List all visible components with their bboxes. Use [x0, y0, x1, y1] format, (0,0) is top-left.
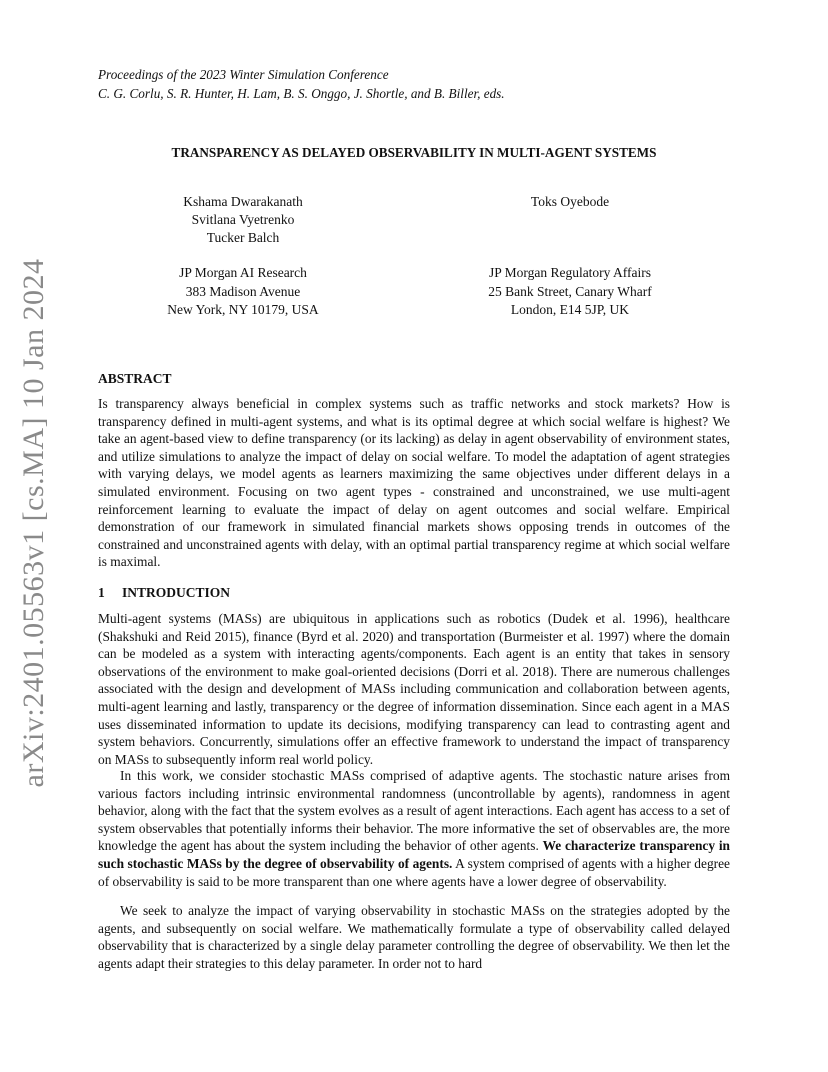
arxiv-identifier: arXiv:2401.05563v1 [cs.MA] 10 Jan 2024 — [17, 258, 50, 787]
section-number: 1 — [98, 585, 105, 600]
proceedings-line: Proceedings of the 2023 Winter Simulation Conference — [98, 67, 389, 82]
abstract-body: Is transparency always beneficial in complex systems such as traffic networks and stock markets? How is transparency defined in multi-agent systems, and what is its optimal degree at which social welfare is highest? We take an agent-based view to define transparency (or its lacking) as delay in agent observability of environment states, and utilize simulations to analyze the impact of delay on social welfare. To model the adaptation of agent strategies with varying delays, we model agents as learners maximizing the same objectives under different delays in a simulated environment. Focusing on two agent types - constrained and unconstrained, we use multi-agent reinforcement learning to evaluate the impact of delay on agent outcomes and social welfare. Empirical demonstration of our framework in simulated financial markets shows opposing trends in outcomes of the constrained and unconstrained agents with delay, with an optimal partial transparency regime at which social welfare is maximal. — [98, 396, 730, 570]
emphasized-claim: We characterize transparency in such stochastic MASs by the degree of observability of agents. — [98, 838, 730, 871]
author-name: Tucker Balch — [206, 230, 280, 245]
section-heading-introduction — [98, 585, 230, 601]
affiliation-right — [470, 264, 670, 320]
proceedings-header — [98, 65, 505, 103]
author-name: Svitlana Vyetrenko — [191, 212, 295, 227]
authors-left — [143, 193, 343, 247]
affiliation-line: New York, NY 10179, USA — [167, 302, 319, 317]
affiliation-line: 25 Bank Street, Canary Wharf — [488, 283, 652, 299]
introduction-paragraph-1: Multi-agent systems (MASs) are ubiquitous in applications such as robotics (Dudek et al. 1996), healthcare (Shakshuki and Reid 2015), finance (Byrd et al. 2020) and transportation (Burmeister et al. 1997) where the domain can be modeled as a system with interacting agents/components. Each agent is an entity that takes in sensory observations of the environment to make goal-oriented decisions (Dorri et al. 2018). There are numerous challenges associated with the design and development of MASs including communication and collaboration between agents, multi-agent learning and lastly, transparency or the degree of information dissemination. Since each agent in a MAS uses disseminated information to update its decisions, modifying transparency can lead to contrasting agent and system behaviors. Concurrently, simulations offer an effective framework to understand the impact of transparency on MASs to subsequently inform real world policy. — [98, 611, 730, 767]
author-name: Kshama Dwarakanath — [183, 194, 303, 209]
authors-right — [470, 193, 670, 211]
affiliation-left — [143, 264, 343, 320]
affiliation-line: JP Morgan Regulatory Affairs — [488, 265, 652, 280]
abstract-heading: ABSTRACT — [98, 371, 172, 386]
introduction-paragraph-3: We seek to analyze the impact of varying observability in stochastic MASs on the strategies adopted by the agents, and subsequently on social welfare. We mathematically formulate a type of observability called delayed observability that is characterized by a single delay parameter controlling the degree of observability. We then let the agents adapt their strategies to this delay parameter. In order not to hard — [98, 903, 730, 971]
editors-line: C. G. Corlu, S. R. Hunter, H. Lam, B. S. Onggo, J. Shortle, and B. Biller, eds. — [98, 86, 505, 101]
paragraph-text: A system comprised of agents with a higher degree of observability is said to be more transparent than one where agents have a lower degree of observability. — [98, 855, 730, 889]
arxiv-sidebar — [14, 258, 54, 787]
section-title: INTRODUCTION — [122, 585, 231, 600]
introduction-paragraph-2 — [98, 767, 730, 890]
author-name: Toks Oyebode — [530, 194, 610, 209]
affiliation-line: JP Morgan AI Research — [179, 265, 307, 280]
paragraph-text: In this work, we consider stochastic MASs comprised of adaptive agents. The stochastic nature arises from various factors including intrinsic environmental randomness (uncontrollable by agents), randomness in agent behavior, along with the fact that the system evolves as a result of agent interactions. Each agent has access to a set of system observables that potentially informs their behavior. The more informative the set of observables are, the more knowledge the agent has about the system including the behavior of other agents. — [98, 768, 730, 854]
paper-title: TRANSPARENCY AS DELAYED OBSERVABILITY IN MULTI-AGENT SYSTEMS — [171, 145, 657, 160]
affiliation-line: 383 Madison Avenue — [185, 283, 301, 299]
affiliation-line: London, E14 5JP, UK — [510, 302, 630, 317]
